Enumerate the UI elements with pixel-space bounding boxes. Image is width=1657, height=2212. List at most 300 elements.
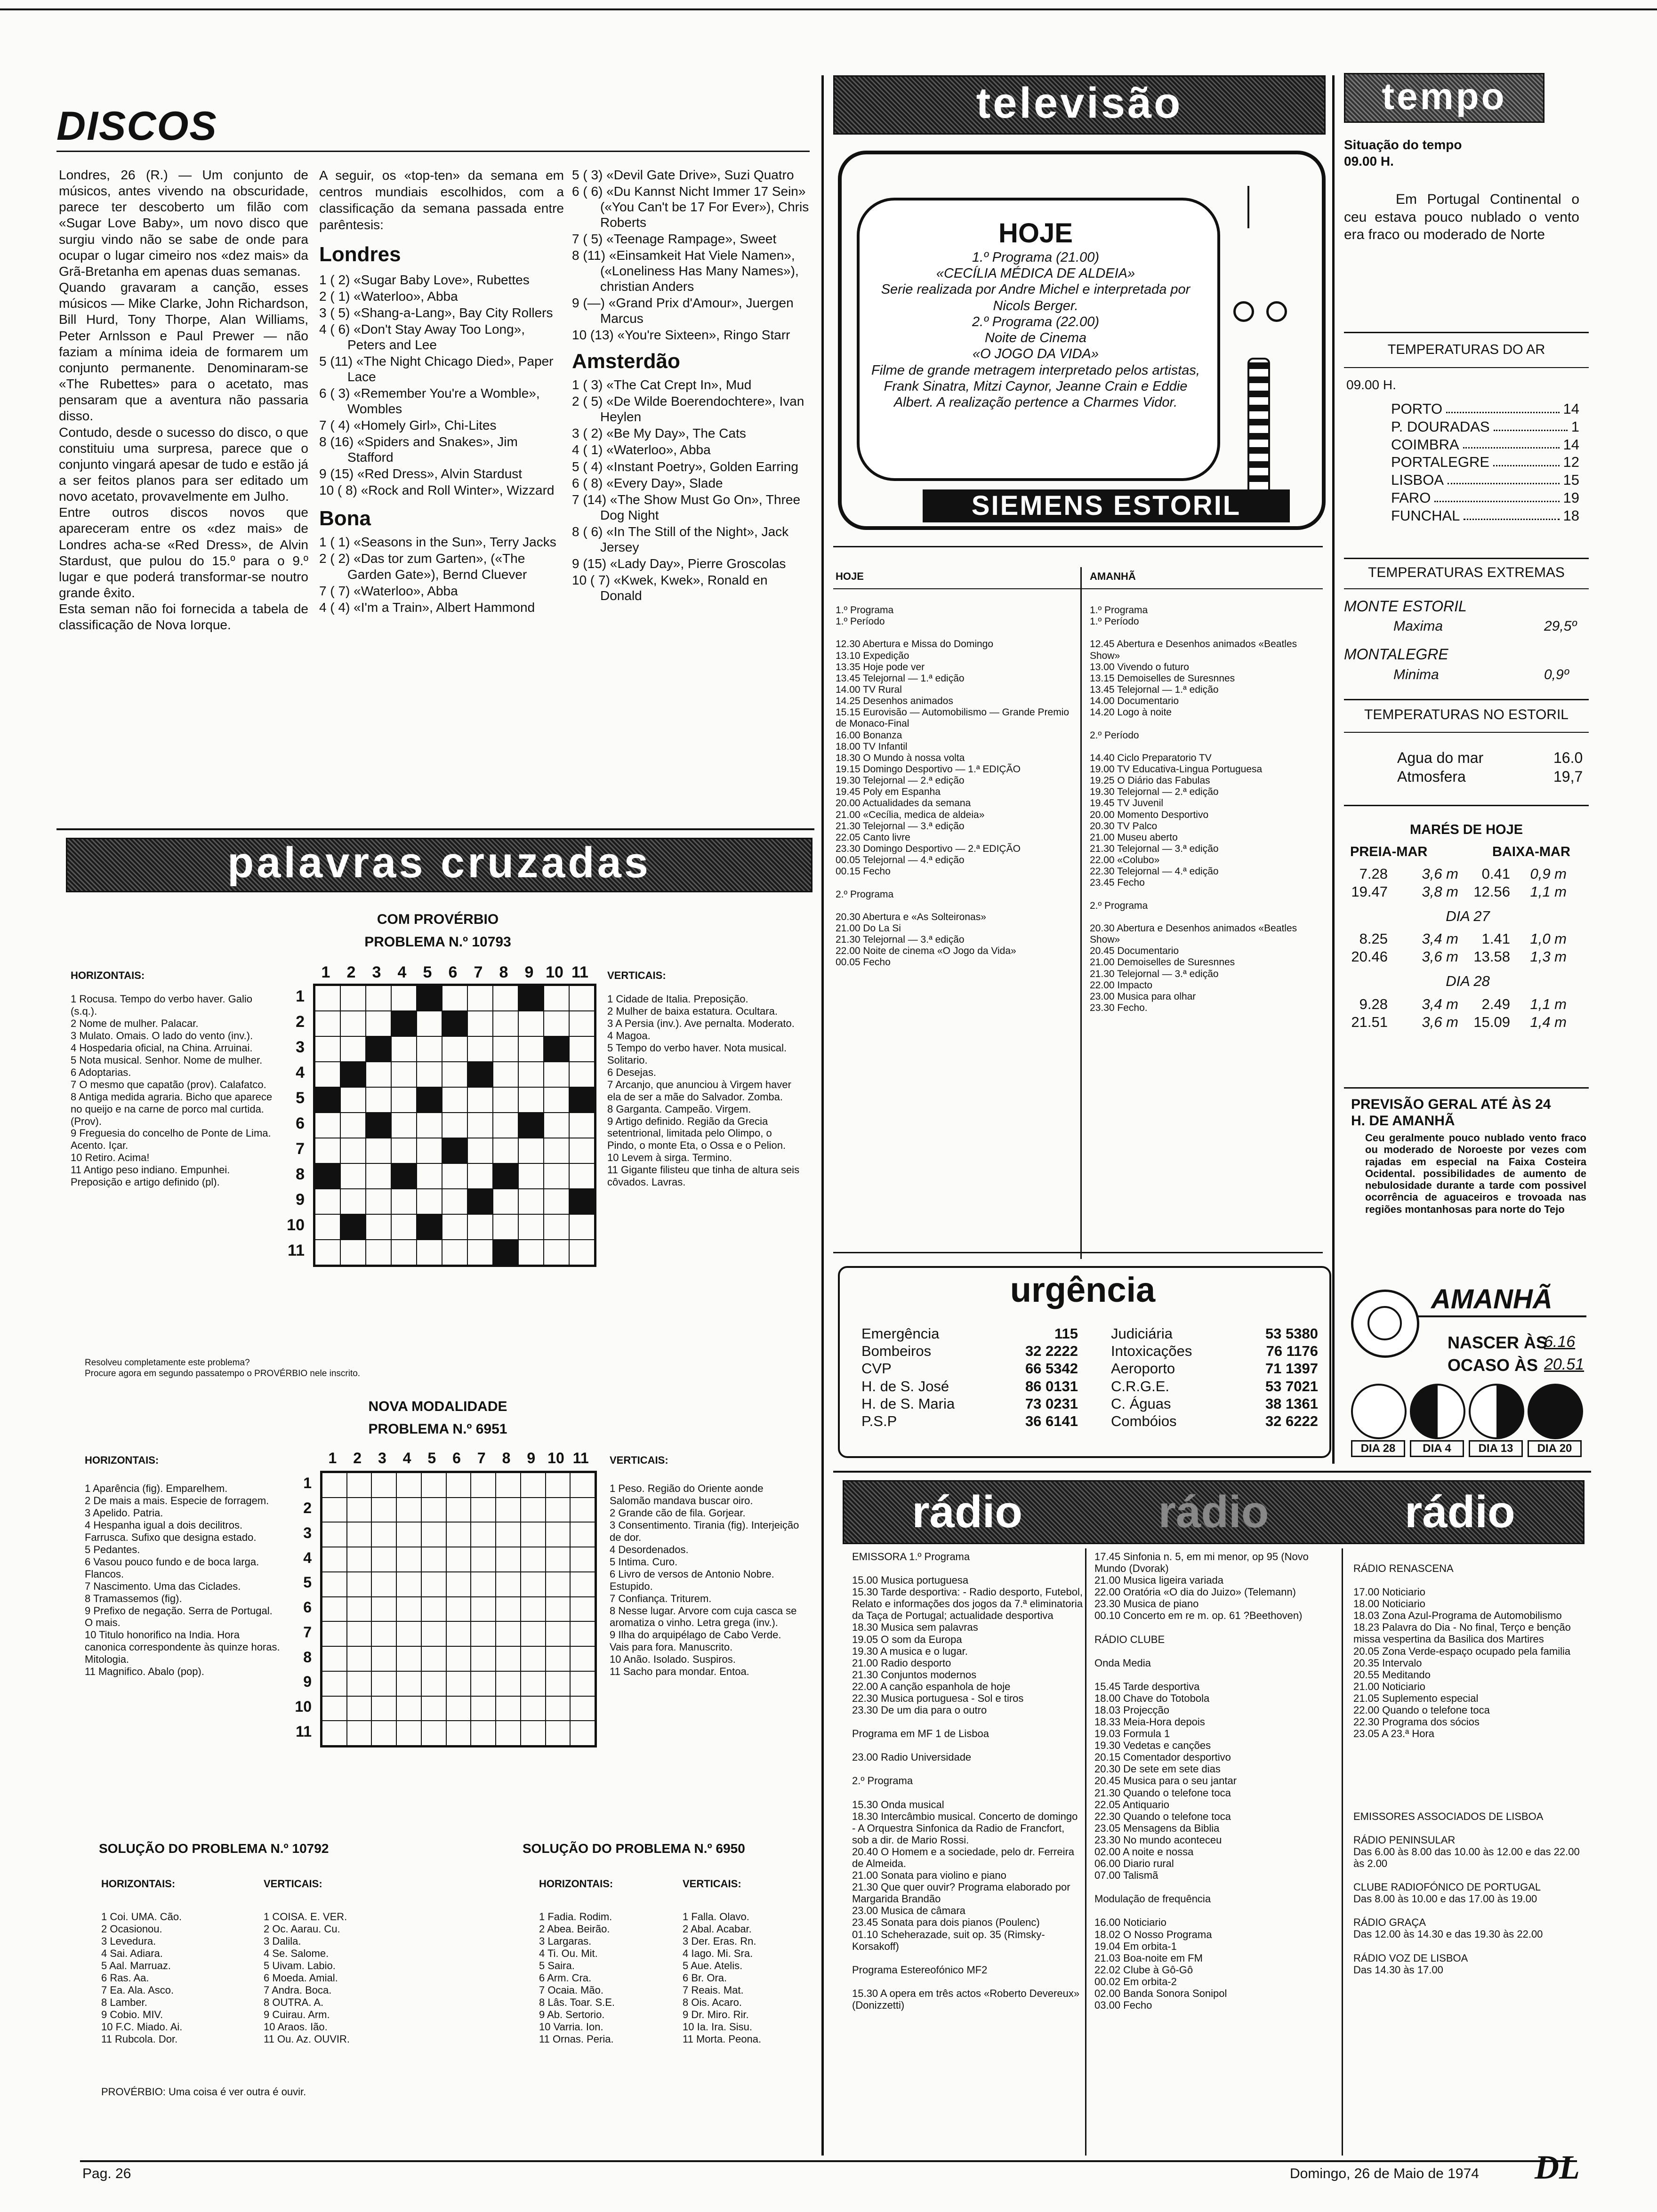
crossword-cell[interactable] bbox=[347, 1696, 372, 1721]
page-date: Domingo, 26 de Maio de 1974 bbox=[1290, 2166, 1479, 2181]
crossword-cell[interactable] bbox=[391, 1113, 417, 1138]
crossword-cell[interactable] bbox=[347, 1473, 372, 1498]
agua-label: Agua do mar bbox=[1397, 749, 1484, 766]
crossword-cell[interactable] bbox=[493, 1011, 518, 1036]
crossword-cell[interactable] bbox=[446, 1621, 471, 1646]
crossword-cell[interactable] bbox=[546, 1671, 571, 1696]
crossword-cell[interactable] bbox=[569, 1113, 595, 1138]
crossword-cell[interactable] bbox=[442, 1163, 467, 1189]
crossword-cell[interactable] bbox=[521, 1547, 546, 1572]
crossword-cell[interactable] bbox=[467, 1113, 493, 1138]
crossword-cell[interactable] bbox=[544, 1113, 569, 1138]
mares-row bbox=[1350, 1013, 1585, 1031]
crossword-cell[interactable] bbox=[467, 986, 493, 1011]
mares-cell: 0,9 m bbox=[1530, 866, 1567, 882]
crossword-cell[interactable] bbox=[347, 1721, 372, 1746]
urgencia-label: C. Águas bbox=[1111, 1395, 1171, 1412]
crossword-cell[interactable] bbox=[521, 1721, 546, 1746]
crossword-cell[interactable] bbox=[421, 1621, 446, 1646]
crossword-cell[interactable] bbox=[322, 1572, 347, 1597]
crossword-cell[interactable] bbox=[569, 1163, 595, 1189]
crossword-cell[interactable] bbox=[544, 1138, 569, 1163]
crossword-cell[interactable] bbox=[417, 1189, 442, 1214]
crossword-cell[interactable] bbox=[521, 1621, 546, 1646]
top-ten-intro: A seguir, os «top-ten» da semana em centros mundiais escolhidos, com a classificação da semana passada entre parêntesis: bbox=[319, 168, 564, 232]
crossword-cell[interactable] bbox=[496, 1522, 521, 1547]
crossword-cell[interactable] bbox=[570, 1547, 595, 1572]
crossword-cell[interactable] bbox=[546, 1522, 571, 1547]
crossword-cell[interactable] bbox=[391, 1087, 417, 1113]
crossword-cell[interactable] bbox=[570, 1721, 595, 1746]
crossword-cell[interactable] bbox=[417, 1138, 442, 1163]
crossword-cell[interactable] bbox=[467, 1138, 493, 1163]
crossword-cell[interactable] bbox=[366, 1189, 391, 1214]
crossword-cell[interactable] bbox=[417, 1062, 442, 1087]
crossword-cell[interactable] bbox=[570, 1696, 595, 1721]
crossword-cell[interactable] bbox=[518, 1011, 544, 1036]
discos-article: Londres, 26 (R.) — Um conjunto de músicos, antes vivendo na obscuridade, parece ter descoberto um filão com «Sugar Love Baby», um novo disco que surgiu vindo não se sabe de onde para ocupar o lugar cimeiro nos «dez mais» da Grã-Bretanha em apenas duas semanas. Quando gravaram a canção, esses músicos — Mike Clarke, John Richardson, Bill Hurd, Tony Thorpe, Alan Williams, Peter Arnlsson e Paul Prewer — não faziam a mínima ideia de formarem um conjunto permanente. Denominaram-se «The Rubettes» para o acetato, mas pensaram que a aventura não passaria disso. Contudo, desde o sucesso do disco, o que constituiu uma surpresa, parece que o conjunto vingará apesar de tudo e estão já a ser feitos planos para ser editado um novo acetato, provavelmente em Julho. Entre outros discos novos que apareceram entre os «dez mais» de Londres acha-se «Red Dress», de Alvin Stardust, que pulou do 15.º para o 9.º lugar e que poderá transformar-se noutro grande êxito. Esta seman não foi fornecida a tabela de classificação de Nova Iorque. bbox=[59, 168, 308, 633]
crossword-cell[interactable] bbox=[493, 1138, 518, 1163]
crossword-cell[interactable] bbox=[521, 1498, 546, 1523]
crossword-cell[interactable] bbox=[493, 1036, 518, 1062]
crossword-black-cell bbox=[340, 1214, 366, 1240]
crossword-cell[interactable] bbox=[544, 1087, 569, 1113]
crossword-cell[interactable] bbox=[493, 1113, 518, 1138]
problem1-row-numbers bbox=[285, 984, 308, 1263]
crossword-cell[interactable] bbox=[544, 1011, 569, 1036]
crossword-cell[interactable] bbox=[570, 1572, 595, 1597]
crossword-cell[interactable] bbox=[347, 1547, 372, 1572]
crossword-cell[interactable] bbox=[391, 1036, 417, 1062]
crossword-black-cell bbox=[315, 1087, 340, 1113]
crossword-cell[interactable] bbox=[570, 1671, 595, 1696]
crossword-cell[interactable] bbox=[546, 1721, 571, 1746]
crossword-cell[interactable] bbox=[570, 1473, 595, 1498]
radio-divider-2 bbox=[1342, 1548, 1343, 2156]
problem2-column-numbers bbox=[320, 1449, 593, 1467]
crossword-cell[interactable] bbox=[347, 1498, 372, 1523]
crossword-cell[interactable] bbox=[442, 1240, 467, 1265]
crossword-cell[interactable] bbox=[496, 1572, 521, 1597]
crossword-cell[interactable] bbox=[391, 1062, 417, 1087]
leader-dots bbox=[1493, 453, 1559, 466]
tv-schedule-divider bbox=[1080, 567, 1082, 1259]
crossword-cell[interactable] bbox=[569, 1138, 595, 1163]
crossword-cell[interactable] bbox=[417, 1240, 442, 1265]
crossword-cell[interactable] bbox=[446, 1572, 471, 1597]
crossword-cell[interactable] bbox=[442, 1189, 467, 1214]
tv-antenna-icon bbox=[1247, 186, 1249, 228]
crossword-cell[interactable] bbox=[521, 1646, 546, 1671]
radio-col1: EMISSORA 1.º Programa 15.00 Musica portuguesa 15.30 Tarde desportiva: - Radio desporto, Futebol, Relato e informações dos jogos da 7.ª eliminatoria da Taça de Portugal; actualidade desportiva 18.30 Musica sem palavras 19.05 O som da Europa 19.30 A musica e o lugar. 21.00 Radio desporto 21.30 Conjuntos modernos 22.00 A canção espanhola de hoje 22.30 Musica portuguesa - Sol e tiros 23.30 De um dia para o outro Programa em MF 1 de Lisboa 23.00 Radio Universidade 2.º Programa 15.30 Onda musical 18.30 Intercâmbio musical. Concerto de domingo - A Orquestra Sinfonica da Radio de Francfort, sob a dir. de Mario Rossi. 20.40 O Homem e a sociedade, pelo dr. Ferreira de Almeida. 21.00 Sonata para violino e piano 21.30 Que quer ouvir? Programa elaborado por Margarida Brandão 23.00 Musica de câmara 23.45 Sonata para dois pianos (Poulenc) 01.10 Scheherazade, suit op. 35 (Rimsky-Korsakoff) Programa Estereofónico MF2 15.30 A opera em três actos «Roberto Devereux» (Donizzetti) bbox=[852, 1551, 1083, 2011]
crossword-cell[interactable] bbox=[471, 1646, 496, 1671]
crossword-cell[interactable] bbox=[396, 1646, 421, 1671]
problem1-verticais-label: VERTICAIS: bbox=[607, 970, 666, 981]
crossword-column-number: 4 bbox=[397, 963, 407, 981]
crossword-cell[interactable] bbox=[322, 1547, 347, 1572]
problem2-subtitle: NOVA MODALIDADE bbox=[368, 1399, 507, 1414]
crossword-column-number: 5 bbox=[423, 963, 432, 981]
mares-cell: 9.28 bbox=[1359, 995, 1388, 1012]
crossword-cell[interactable] bbox=[421, 1696, 446, 1721]
crossword-cell[interactable] bbox=[396, 1621, 421, 1646]
crossword-cell[interactable] bbox=[315, 1113, 340, 1138]
crossword-cell[interactable] bbox=[570, 1522, 595, 1547]
crossword-cell[interactable] bbox=[471, 1572, 496, 1597]
crossword-cell[interactable] bbox=[366, 1163, 391, 1189]
chart-entry: 9 (—) «Grand Prix d'Amour», Juergen Marcus bbox=[572, 296, 794, 326]
crossword-cell[interactable] bbox=[421, 1522, 446, 1547]
crossword-cell[interactable] bbox=[496, 1597, 521, 1622]
tv-speaker-icon bbox=[1247, 358, 1270, 498]
crossword-cell[interactable] bbox=[496, 1621, 521, 1646]
crossword-cell[interactable] bbox=[493, 1087, 518, 1113]
crossword-cell[interactable] bbox=[544, 1214, 569, 1240]
mares-row bbox=[1350, 948, 1585, 966]
crossword-cell[interactable] bbox=[315, 1011, 340, 1036]
solution2-horizontais: 1 Fadia. Rodim. 2 Abea. Beirão. 3 Largaras. 4 Ti. Ou. Mit. 5 Saira. 6 Arm. Cra. 7 Ocaia. Mão. 8 Lâs. Toar. S.E. 9 Ab. Sertorio. 10 Varria. Ion. 11 Ornas. Peria. bbox=[539, 1911, 615, 2045]
crossword-cell[interactable] bbox=[570, 1597, 595, 1622]
urgencia-label: Bombeiros bbox=[861, 1343, 932, 1360]
crossword-cell[interactable] bbox=[442, 986, 467, 1011]
crossword-cell[interactable] bbox=[521, 1572, 546, 1597]
problem2-horizontal-clues: 1 Aparência (fig). Emparelhem. 2 De mais a mais. Especie de forragem. 3 Apelido. Patria. 4 Hespanha igual a dois decilitros. Farrusca. Sufixo que designa estado. 5 Pedantes. 6 Vasou pouco fundo e de boca larga. Flancos. 7 Nascimento. Uma das Ciclades. 8 Tramassemos (fig). 9 Prefixo de negação. Serra de Portugal. O mais. 10 Titulo honorifico na India. Hora canonica correspondente às quinze horas. Mitologia. 11 Magnifico. Abalo (pop). bbox=[85, 1483, 280, 1678]
crossword-cell[interactable] bbox=[366, 1240, 391, 1265]
crossword-cell[interactable] bbox=[421, 1671, 446, 1696]
crossword-cell[interactable] bbox=[546, 1547, 571, 1572]
temp-value: 14 bbox=[1563, 436, 1579, 453]
crossword-cell[interactable] bbox=[471, 1473, 496, 1498]
dl-logo: DL bbox=[1535, 2148, 1580, 2186]
crossword-cell[interactable] bbox=[518, 1062, 544, 1087]
crossword-cell[interactable] bbox=[371, 1621, 396, 1646]
solution1-horizontais-label: HORIZONTAIS: bbox=[101, 1878, 176, 1890]
crossword-cell[interactable] bbox=[446, 1498, 471, 1523]
crossword-cell[interactable] bbox=[322, 1498, 347, 1523]
crossword-cell[interactable] bbox=[544, 1240, 569, 1265]
crossword-black-cell bbox=[569, 1189, 595, 1214]
crossword-cell[interactable] bbox=[396, 1547, 421, 1572]
crossword-cell[interactable] bbox=[347, 1572, 372, 1597]
crossword-cell[interactable] bbox=[366, 986, 391, 1011]
urgencia-number: 53 7021 bbox=[1265, 1378, 1318, 1395]
chart-entry: 5 ( 3) «Devil Gate Drive», Suzi Quatro bbox=[572, 168, 794, 182]
crossword-cell[interactable] bbox=[570, 1621, 595, 1646]
crossword-cell[interactable] bbox=[544, 1163, 569, 1189]
amsterdao-chart-list bbox=[572, 377, 813, 603]
chart-entry: 3 ( 2) «Be My Day», The Cats bbox=[572, 426, 746, 441]
crossword-cell[interactable] bbox=[496, 1498, 521, 1523]
tv-hoje-programme: 1.º Programa (21.00) «CECÍLIA MÉDICA DE ALDEIA» Serie realizada por Andre Michel e interpretada por Nicols Berger. 2.º Programa (22.00) Noite de Cinema «O JOGO DA VIDA» Filme de grande metragem interpretado pelos artistas, Frank Sinatra, Mitzi Caynor, Jeanne Crain e Eddie Albert. A realização pertence a Charmes Vidor. bbox=[871, 250, 1200, 410]
crossword-cell[interactable] bbox=[315, 986, 340, 1011]
crossword-cell[interactable] bbox=[467, 1011, 493, 1036]
crossword-cell[interactable] bbox=[446, 1696, 471, 1721]
crossword-cell[interactable] bbox=[322, 1473, 347, 1498]
crossword-cell[interactable] bbox=[569, 1214, 595, 1240]
urgencia-left-list bbox=[861, 1325, 1078, 1430]
crossword-cell[interactable] bbox=[315, 1189, 340, 1214]
crossword-cell[interactable] bbox=[322, 1671, 347, 1696]
crossword-cell[interactable] bbox=[396, 1473, 421, 1498]
crossword-cell[interactable] bbox=[496, 1473, 521, 1498]
crossword-cell[interactable] bbox=[371, 1646, 396, 1671]
crossword-cell[interactable] bbox=[322, 1646, 347, 1671]
crossword-cell[interactable] bbox=[421, 1572, 446, 1597]
extremas-rule bbox=[1344, 558, 1589, 559]
chart-entry: 7 (14) «The Show Must Go On», Three Dog Night bbox=[572, 492, 801, 522]
crossword-cell[interactable] bbox=[421, 1646, 446, 1671]
crossword-cell[interactable] bbox=[546, 1621, 571, 1646]
crossword-cell[interactable] bbox=[391, 1189, 417, 1214]
crossword-cell[interactable] bbox=[421, 1547, 446, 1572]
crossword-cell[interactable] bbox=[396, 1572, 421, 1597]
previsao-text: Ceu geralmente pouco nublado vento fraco ou moderado de Noroeste por vezes com rajadas em especial na Faixa Costeira Ocidental. possibilidades de aumento de nebulosidade durante a tarde com possivel ocorrência de aguaceiros e trovoada nas regiões montanhosas para norte do Tejo bbox=[1365, 1132, 1586, 1215]
crossword-cell[interactable] bbox=[417, 1163, 442, 1189]
crossword-cell[interactable] bbox=[417, 1011, 442, 1036]
crossword-cell[interactable] bbox=[322, 1597, 347, 1622]
crossword-cell[interactable] bbox=[366, 1087, 391, 1113]
crossword-column-number: 6 bbox=[452, 1450, 461, 1467]
crossword-cell[interactable] bbox=[340, 1189, 366, 1214]
crossword-cell[interactable] bbox=[471, 1671, 496, 1696]
crossword-cell[interactable] bbox=[518, 1138, 544, 1163]
crossword-cell[interactable] bbox=[340, 986, 366, 1011]
crossword-cell[interactable] bbox=[496, 1696, 521, 1721]
crossword-cell[interactable] bbox=[315, 1138, 340, 1163]
crossword-cell[interactable] bbox=[570, 1498, 595, 1523]
crossword-cell[interactable] bbox=[446, 1671, 471, 1696]
crossword-cell[interactable] bbox=[569, 1240, 595, 1265]
crossword-cell[interactable] bbox=[467, 1240, 493, 1265]
crossword-cell[interactable] bbox=[417, 1113, 442, 1138]
problem1-column-numbers bbox=[313, 962, 593, 981]
crossword-cell[interactable] bbox=[347, 1522, 372, 1547]
crossword-cell[interactable] bbox=[371, 1547, 396, 1572]
crossword-cell[interactable] bbox=[371, 1572, 396, 1597]
crossword-cell[interactable] bbox=[315, 1240, 340, 1265]
crossword-cell[interactable] bbox=[322, 1621, 347, 1646]
crossword-cell[interactable] bbox=[544, 986, 569, 1011]
crossword-cell[interactable] bbox=[391, 986, 417, 1011]
crossword-cell[interactable] bbox=[322, 1522, 347, 1547]
crossword-row-number: 9 bbox=[303, 1673, 312, 1691]
crossword-cell[interactable] bbox=[396, 1597, 421, 1622]
crossword-cell[interactable] bbox=[467, 1163, 493, 1189]
crossword-cell[interactable] bbox=[496, 1646, 521, 1671]
crossword-cell[interactable] bbox=[371, 1721, 396, 1746]
crossword-cell[interactable] bbox=[340, 1087, 366, 1113]
estoril-rule-2 bbox=[1344, 732, 1589, 733]
crossword-cell[interactable] bbox=[340, 1113, 366, 1138]
crossword-cell[interactable] bbox=[347, 1671, 372, 1696]
temp-ar-list bbox=[1391, 400, 1579, 525]
problem1-crossword-grid[interactable] bbox=[313, 984, 596, 1267]
crossword-cell[interactable] bbox=[521, 1597, 546, 1622]
crossword-cell[interactable] bbox=[371, 1696, 396, 1721]
crossword-cell[interactable] bbox=[546, 1597, 571, 1622]
crossword-cell[interactable] bbox=[521, 1671, 546, 1696]
crossword-cell[interactable] bbox=[518, 1087, 544, 1113]
solution2-horizontais-label: HORIZONTAIS: bbox=[539, 1878, 613, 1890]
crossword-cell[interactable] bbox=[417, 1036, 442, 1062]
crossword-cell[interactable] bbox=[546, 1646, 571, 1671]
footer-rule bbox=[80, 2160, 1577, 2162]
crossword-cell[interactable] bbox=[471, 1498, 496, 1523]
urgencia-number: 36 6141 bbox=[1025, 1412, 1078, 1429]
crossword-cell[interactable] bbox=[546, 1473, 571, 1498]
crossword-cell[interactable] bbox=[396, 1696, 421, 1721]
crossword-cell[interactable] bbox=[322, 1721, 347, 1746]
crossword-cell[interactable] bbox=[347, 1646, 372, 1671]
crossword-cell[interactable] bbox=[518, 1163, 544, 1189]
crossword-cell[interactable] bbox=[421, 1597, 446, 1622]
temp-ar-row bbox=[1391, 471, 1579, 489]
crossword-cell[interactable] bbox=[442, 1113, 467, 1138]
crossword-cell[interactable] bbox=[446, 1721, 471, 1746]
mares-cell: 1,4 m bbox=[1530, 1013, 1567, 1030]
crossword-cell[interactable] bbox=[442, 1214, 467, 1240]
crossword-cell[interactable] bbox=[442, 1036, 467, 1062]
crossword-cell[interactable] bbox=[493, 1189, 518, 1214]
crossword-cell[interactable] bbox=[569, 986, 595, 1011]
crossword-column-number: 7 bbox=[477, 1450, 486, 1467]
urgencia-number: 38 1361 bbox=[1265, 1395, 1318, 1412]
crossword-cell[interactable] bbox=[396, 1498, 421, 1523]
crossword-cell[interactable] bbox=[467, 1214, 493, 1240]
crossword-cell[interactable] bbox=[446, 1597, 471, 1622]
crossword-cell[interactable] bbox=[366, 1011, 391, 1036]
crossword-cell[interactable] bbox=[366, 1214, 391, 1240]
crossword-cell[interactable] bbox=[493, 1214, 518, 1240]
solution1-title: SOLUÇÃO DO PROBLEMA N.º 10792 bbox=[99, 1841, 329, 1856]
crossword-cell[interactable] bbox=[371, 1498, 396, 1523]
crossword-cell[interactable] bbox=[518, 1036, 544, 1062]
crossword-cell[interactable] bbox=[442, 1062, 467, 1087]
crossword-cell[interactable] bbox=[396, 1522, 421, 1547]
urgencia-row bbox=[861, 1325, 1078, 1342]
crossword-cell[interactable] bbox=[569, 1011, 595, 1036]
chart-entry: 8 (11) «Einsamkeit Hat Viele Namen», («Loneliness Has Many Names»), christian Anders bbox=[572, 248, 799, 294]
crossword-cell[interactable] bbox=[471, 1547, 496, 1572]
chart-entry: 7 ( 4) «Homely Girl», Chi-Lites bbox=[319, 418, 497, 433]
leader-dots bbox=[1463, 436, 1560, 449]
crossword-cell[interactable] bbox=[570, 1646, 595, 1671]
crossword-cell[interactable] bbox=[569, 1062, 595, 1087]
crossword-cell[interactable] bbox=[471, 1522, 496, 1547]
crossword-cell[interactable] bbox=[446, 1522, 471, 1547]
crossword-cell[interactable] bbox=[521, 1473, 546, 1498]
crossword-cell[interactable] bbox=[471, 1621, 496, 1646]
crossword-cell[interactable] bbox=[521, 1522, 546, 1547]
problem2-crossword-grid[interactable] bbox=[320, 1471, 597, 1747]
crossword-cell[interactable] bbox=[544, 1062, 569, 1087]
radio-top-rule bbox=[833, 1471, 1591, 1473]
radio-banner-title-3: rádio bbox=[1404, 1487, 1515, 1537]
crossword-cell[interactable] bbox=[322, 1696, 347, 1721]
crossword-cell[interactable] bbox=[446, 1473, 471, 1498]
crossword-cell[interactable] bbox=[347, 1621, 372, 1646]
crossword-cell[interactable] bbox=[421, 1721, 446, 1746]
crossword-cell[interactable] bbox=[340, 1036, 366, 1062]
crossword-cell[interactable] bbox=[467, 1087, 493, 1113]
crossword-column-number: 8 bbox=[502, 1450, 511, 1467]
crossword-cell[interactable] bbox=[518, 1240, 544, 1265]
crossword-cell[interactable] bbox=[493, 1062, 518, 1087]
crossword-cell[interactable] bbox=[496, 1547, 521, 1572]
crossword-row-number: 2 bbox=[303, 1499, 312, 1517]
urgencia-label: Judiciária bbox=[1111, 1325, 1173, 1342]
crossword-cell[interactable] bbox=[315, 1036, 340, 1062]
crossword-cell[interactable] bbox=[544, 1189, 569, 1214]
crossword-cell[interactable] bbox=[467, 1036, 493, 1062]
crossword-cell[interactable] bbox=[471, 1721, 496, 1746]
crossword-cell[interactable] bbox=[340, 1240, 366, 1265]
crossword-cell[interactable] bbox=[340, 1138, 366, 1163]
crossword-cell[interactable] bbox=[396, 1671, 421, 1696]
minima-value: 0,9º bbox=[1544, 667, 1569, 682]
crossword-cell[interactable] bbox=[371, 1597, 396, 1622]
crossword-row-number: 11 bbox=[296, 1723, 312, 1740]
crossword-column-number: 3 bbox=[378, 1450, 386, 1467]
radio-banner-title-1: rádio bbox=[912, 1487, 1023, 1537]
crossword-cell[interactable] bbox=[366, 1062, 391, 1087]
crossword-cell[interactable] bbox=[471, 1696, 496, 1721]
urgencia-label: H. de S. José bbox=[861, 1378, 949, 1395]
crossword-cell[interactable] bbox=[421, 1498, 446, 1523]
urgencia-number: 53 5380 bbox=[1265, 1325, 1318, 1342]
urgencia-number: 32 2222 bbox=[1025, 1343, 1078, 1360]
crossword-cell[interactable] bbox=[569, 1036, 595, 1062]
crossword-cell[interactable] bbox=[546, 1498, 571, 1523]
crossword-cell[interactable] bbox=[446, 1646, 471, 1671]
crossword-cell[interactable] bbox=[340, 1011, 366, 1036]
crossword-cell[interactable] bbox=[340, 1163, 366, 1189]
crossword-cell[interactable] bbox=[442, 1087, 467, 1113]
crossword-cell[interactable] bbox=[391, 1214, 417, 1240]
crossword-cell[interactable] bbox=[315, 1062, 340, 1087]
chart-entry: 2 ( 5) «De Wilde Boerendochtere», Ivan Heylen bbox=[572, 394, 804, 425]
crossword-cell[interactable] bbox=[496, 1721, 521, 1746]
crossword-cell[interactable] bbox=[521, 1696, 546, 1721]
crossword-cell[interactable] bbox=[471, 1597, 496, 1622]
crossword-cell[interactable] bbox=[496, 1671, 521, 1696]
crossword-cell[interactable] bbox=[446, 1547, 471, 1572]
crossword-cell[interactable] bbox=[371, 1671, 396, 1696]
crossword-cell[interactable] bbox=[546, 1696, 571, 1721]
crossword-cell[interactable] bbox=[493, 986, 518, 1011]
crossword-cell[interactable] bbox=[366, 1138, 391, 1163]
crossword-cell[interactable] bbox=[347, 1597, 372, 1622]
moon-phase-first-quarter-icon bbox=[1410, 1384, 1465, 1439]
crossword-cell[interactable] bbox=[315, 1214, 340, 1240]
crossword-cell[interactable] bbox=[371, 1473, 396, 1498]
crossword-cell[interactable] bbox=[371, 1522, 396, 1547]
urgencia-label: H. de S. Maria bbox=[861, 1395, 955, 1412]
crossword-column-number: 1 bbox=[321, 963, 330, 981]
baixa-mar-label: BAIXA-MAR bbox=[1492, 844, 1570, 859]
crossword-cell[interactable] bbox=[396, 1721, 421, 1746]
crossword-cell[interactable] bbox=[421, 1473, 446, 1498]
urgencia-label: C.R.G.E. bbox=[1111, 1378, 1170, 1395]
crossword-cell[interactable] bbox=[391, 1138, 417, 1163]
crossword-cell[interactable] bbox=[391, 1240, 417, 1265]
chart-entry: 10 ( 7) «Kwek, Kwek», Ronald en Donald bbox=[572, 572, 768, 603]
crossword-cell[interactable] bbox=[546, 1572, 571, 1597]
crossword-cell[interactable] bbox=[518, 1189, 544, 1214]
crossword-black-cell bbox=[366, 1113, 391, 1138]
crossword-cell[interactable] bbox=[518, 1214, 544, 1240]
mares-cell: 2.49 bbox=[1481, 995, 1510, 1012]
